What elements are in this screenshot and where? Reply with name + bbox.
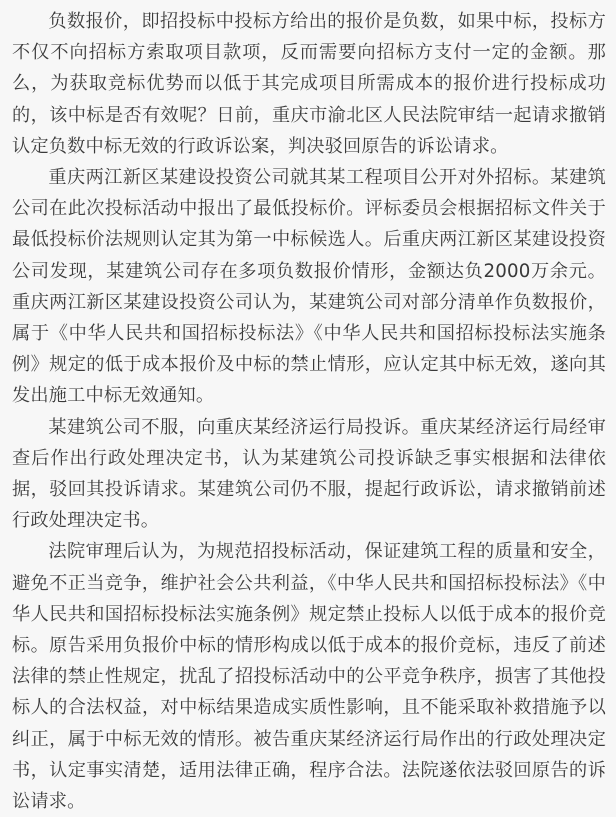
paragraph-court-ruling: 法院审理后认为，为规范招投标活动，保证建筑工程的质量和安全，避免不正当竞争，维护社会公共利益，《中华人民共和国招标投标法》《中华人民共和国招标投标法实施条例》规定禁止投标人以低于成本的报价竞标。原告采用负报价中标的情形构成以低于成本的报价竞标，违反了前述法律的禁止性规定，扰乱了招投标活动中的公平竞争秩序，损害了其他投标人的合法权益，对中标结果造成实质性影响，且不能采取补救措施予以纠正，属于中标无效的情形。被告重庆某经济运行局作出的行政处理决定书，认定事实清楚，适用法律正确，程序合法。法院遂依法驳回原告的诉讼请求。 xyxy=(12,541,606,813)
paragraph-intro: 负数报价，即招投标中投标方给出的报价是负数，如果中标，投标方不仅不向招标方索取项目款项，反而需要向招标方支付一定的金额。那么，为获取竞标优势而以低于其完成项目所需成本的报价进行投标成功的，该中标是否有效呢？日前，重庆市渝北区人民法院审结一起请求撤销认定负数中标无效的行政诉讼案，判决驳回原告的诉讼请求。 xyxy=(12,11,606,157)
paragraph-case-background: 重庆两江新区某建设投资公司就其某工程项目公开对外招标。某建筑公司在此次投标活动中报出了最低投标价。评标委员会根据招标文件关于最低投标价法规则认定其为第一中标候选人。后重庆两江新区某建设投资公司发现，某建筑公司存在多项负数报价情形，金额达负2000万余元。重庆两江新区某建设投资公司认为，某建筑公司对部分清单作负数报价，属于《中华人民共和国招标投标法》《中华人民共和国招标投标法实施条例》规定的低于成本报价及中标的禁止情形，应认定其中标无效，遂向其发出施工中标无效通知。 xyxy=(12,167,606,407)
paragraph-complaint: 某建筑公司不服，向重庆某经济运行局投诉。重庆某经济运行局经审查后作出行政处理决定书，认为某建筑公司投诉缺乏事实根据和法律依据，驳回其投诉请求。某建筑公司仍不服，提起行政诉讼，请求撤销前述行政处理决定书。 xyxy=(12,416,606,532)
